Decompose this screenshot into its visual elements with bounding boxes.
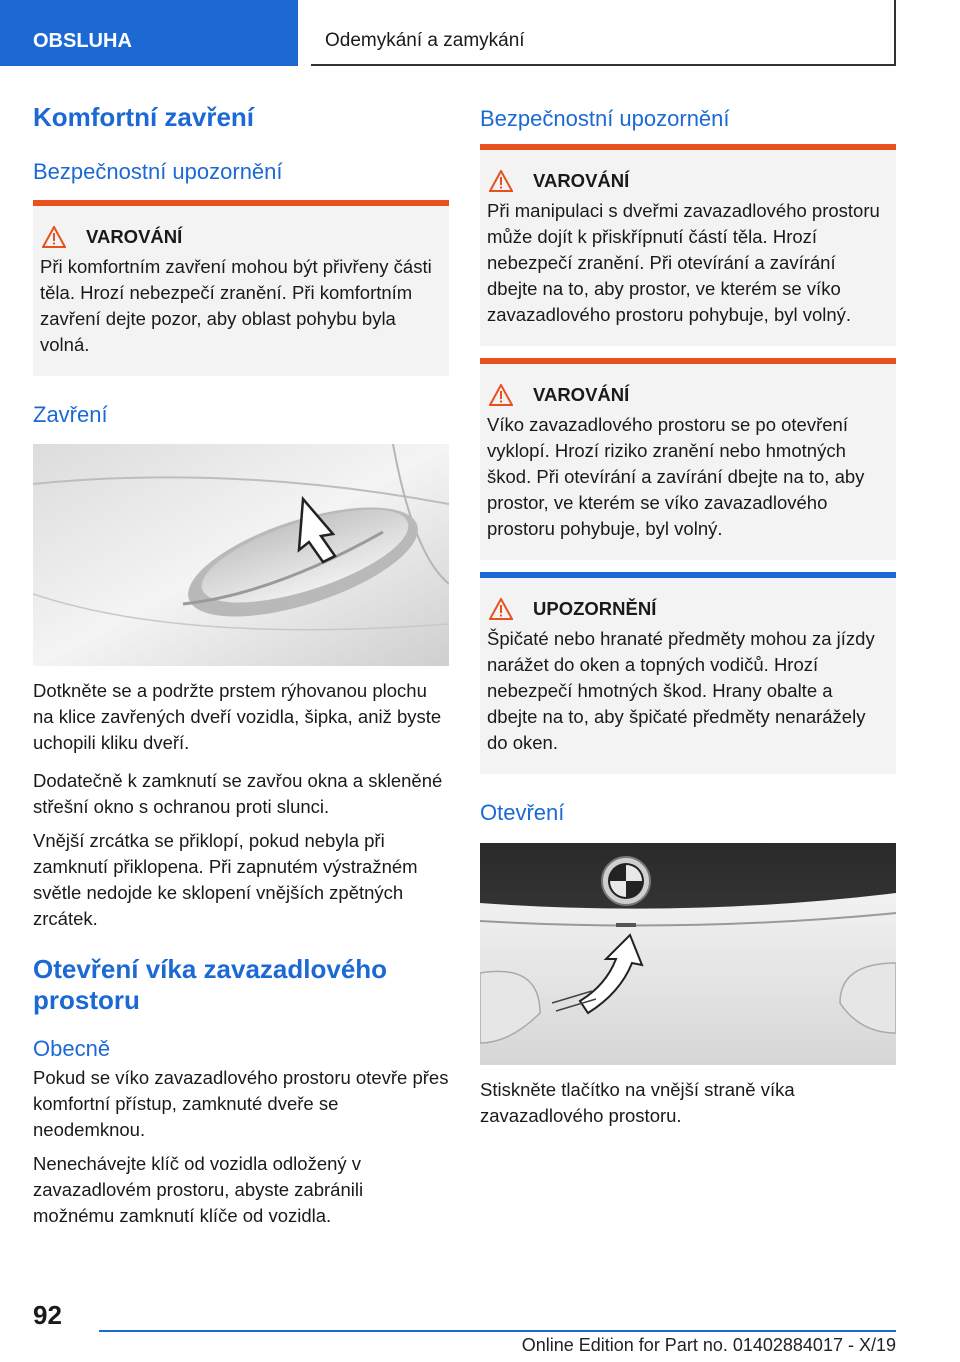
trunk-button-figure — [480, 843, 896, 1065]
heading-safety-left: Bezpečnostní upozornění — [33, 159, 283, 185]
right-column — [480, 102, 896, 1129]
left-column — [33, 102, 449, 1229]
heading-close: Zavření — [33, 401, 108, 427]
chapter-title: Odemykání a zamykání — [311, 0, 896, 66]
door-handle-figure — [33, 444, 449, 666]
notice-text: Špičaté nebo hranaté předměty mohou za jízdy narážet do oken a topných vodičů. Hrozí nebezpečí hmotných škod. Hrany obalte a dbejte na to, aby špičaté předměty nenarážely do oken. — [487, 628, 875, 754]
warning-text: Při komfortním zavření mohou být přivřeny části těla. Hrozí nebezpečí zranění. Při komfortním zavření dejte pozor, aby oblast pohybu byla volná. — [40, 255, 432, 355]
notice-box — [480, 572, 896, 774]
section-tab: OBSLUHA — [0, 0, 298, 66]
heading-open: Otevření — [480, 800, 565, 826]
warning-text: Při manipulaci s dveřmi zavazadlového prostoru může dojít k přiskřípnutí částí těla. Hrozí nebezpečí zranění. Při otevírání a zavírání dbejte na to, aby prostor, ve kterém se víko zavazadlového prostoru pohybuje, byl volný. — [487, 200, 880, 326]
page-header — [0, 0, 960, 68]
paragraph-general-1: Pokud se víko zavazadlového prostoru otevře přes komfortní přístup, zamknuté dveře se neodemknou. — [33, 1066, 449, 1140]
warning-box-3 — [480, 358, 896, 560]
warning-triangle-icon — [489, 170, 513, 192]
warning-label: VAROVÁNÍ — [86, 225, 183, 247]
paragraph-general-2: Nenechávejte klíč od vozidla odložený v zavazadlovém prostoru, abyste zabránili možnému zamknutí klíče od vozidla. — [33, 1152, 364, 1226]
title-trunk-open: Otevření víka zavazadlového prostoru — [33, 953, 388, 1016]
footer-divider — [99, 1330, 896, 1332]
warning-triangle-icon — [489, 598, 513, 620]
warning-triangle-icon — [489, 384, 513, 406]
heading-general: Obecně — [33, 1036, 111, 1062]
warning-box-1 — [33, 200, 449, 376]
warning-text: Víko zavazadlového prostoru se po otevření vyklopí. Hrozí riziko zranění nebo hmotných škod. Při otevírání a zavírání dbejte na to, aby prostor, ve kterém se víko zavazadlového prostoru pohybuje, byl volný. — [487, 414, 865, 540]
warning-label: VAROVÁNÍ — [533, 170, 630, 192]
paragraph-open: Stiskněte tlačítko na vnější straně víka zavazadlového prostoru. — [480, 1078, 795, 1126]
footer-edition: Online Edition for Part no. 01402884017 - X/19 — [521, 1335, 896, 1355]
warning-triangle-icon — [42, 226, 66, 248]
warning-box-2 — [480, 144, 896, 346]
warning-label: VAROVÁNÍ — [533, 384, 630, 406]
paragraph-close-1: Dotkněte se a podržte prstem rýhovanou plochu na klice zavřených dveří vozidla, šipka, aniž byste uchopili kliku dveří. — [33, 679, 442, 753]
notice-label: UPOZORNĚNÍ — [533, 598, 657, 620]
page-number: 92 — [33, 1300, 62, 1330]
heading-safety-right: Bezpečnostní upozornění — [480, 106, 730, 131]
paragraph-close-3: Vnější zrcátka se přiklopí, pokud nebyla při zamknutí přiklopena. Při zapnutém výstražném světle nedojde ke sklopení vnějších zpětných zrcátek. — [33, 829, 418, 929]
paragraph-close-2: Dodatečně k zamknutí se zavřou okna a skleněné střešní okno s ochranou proti slunci. — [33, 769, 443, 817]
title-comfort-close: Komfortní zavření — [33, 102, 255, 132]
